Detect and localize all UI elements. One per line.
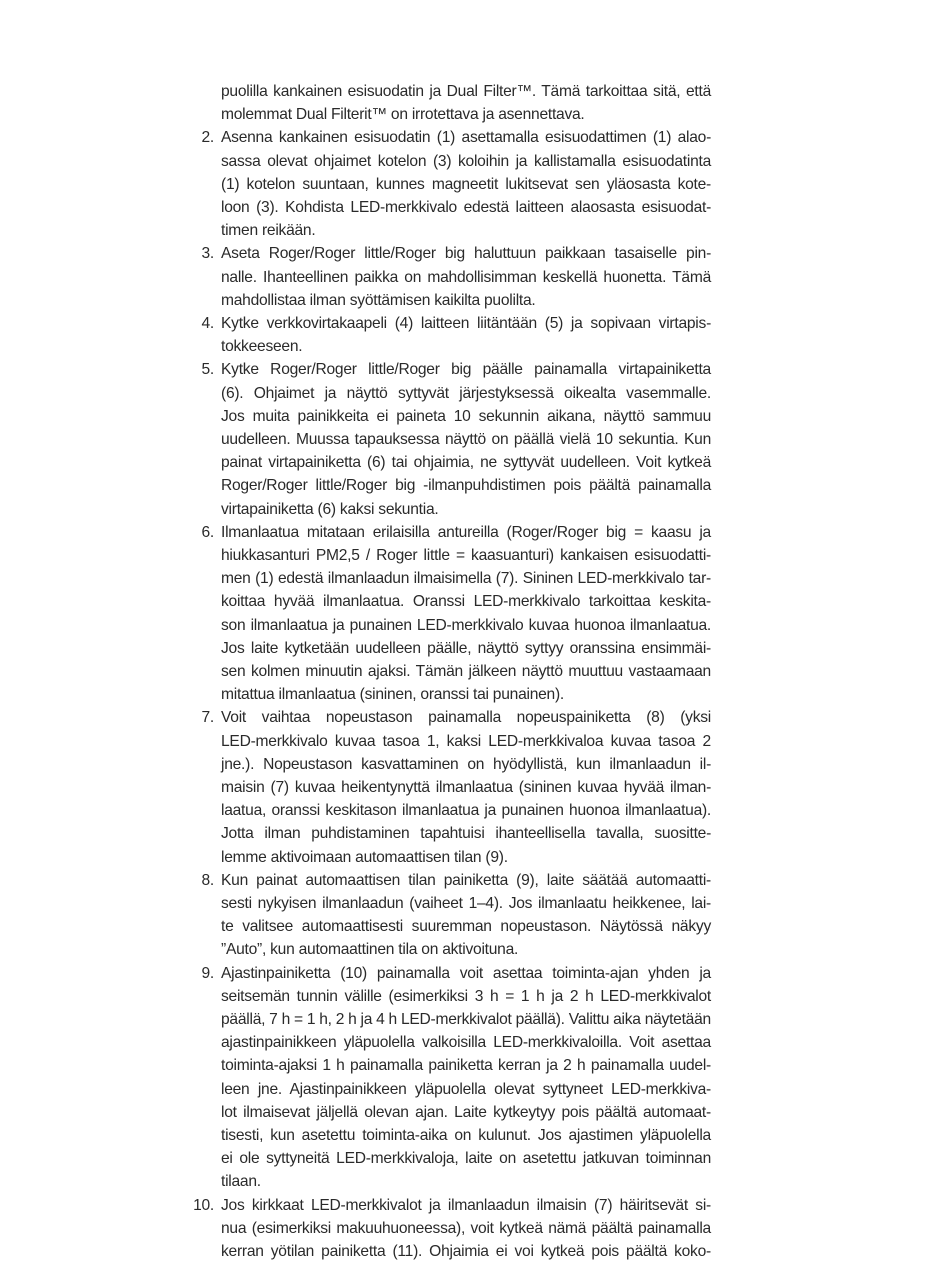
list-item-line: mitattua ilmanlaatua (sininen, oranssi tai punainen).: [221, 686, 565, 704]
list-item-line: hiukkasanturi PM2,5 / Roger little = kaasuanturi) kankaisen esisuodatti-: [221, 547, 711, 564]
list-item-number: 5.: [201, 361, 214, 379]
list-item-line: nua (esimerkiksi makuuhuoneessa), voit kytkeä nämä päältä painamalla: [221, 1219, 711, 1237]
list-item-line: maisin (7) kuvaa heikentynyttä ilmanlaatua (sininen kuvaa hyvää ilman-: [221, 779, 712, 796]
list-item-line: nalle. Ihanteellinen paikka on mahdollisimman keskellä huonetta. Tämä: [221, 268, 712, 286]
list-item-number: 2.: [201, 129, 214, 147]
list-item-line: timen reikään.: [221, 222, 316, 240]
list-item-line: Kun painat automaattisen tilan painiketta (9), laite säätää automaatti-: [221, 871, 712, 889]
list-item-line: Ajastinpainiketta (10) painamalla voit asettaa toiminta-ajan yhden ja: [221, 964, 711, 982]
list-item-number: 3.: [201, 245, 214, 263]
list-item-line: (1) kotelon suuntaan, kunnes magneetit lukitsevat sen yläosasta kote-: [221, 175, 711, 193]
list-item-line: tisesti, kun asetettu toiminta-aika on kulunut. Jos ajastimen yläpuolella: [221, 1127, 711, 1144]
list-item-line: Jos muita painikkeita ei paineta 10 sekunnin aikana, näyttö sammuu: [221, 407, 712, 425]
list-item-line: Ilmanlaatua mitataan erilaisilla antureilla (Roger/Roger big = kaasu ja: [221, 523, 711, 541]
list-item-line: LED-merkkivalo kuvaa tasoa 1, kaksi LED-merkkivaloa kuvaa tasoa 2: [221, 732, 711, 750]
list-item-line: Kytke Roger/Roger little/Roger big päälle painamalla virtapainiketta: [221, 361, 711, 379]
list-item-line: ei ole syttyneitä LED-merkkivaloja, laite on asetettu jatkuvan toiminnan: [221, 1150, 712, 1168]
list-item-line: ”Auto”, kun automaattinen tila on aktivoituna.: [221, 941, 519, 959]
list-item-number: 8.: [201, 871, 214, 889]
list-item-number: 10.: [193, 1196, 214, 1214]
list-item-line: sesti nykyisen ilmanlaadun (vaiheet 1–4). Jos ilmanlaatu heikkenee, lai-: [221, 895, 711, 912]
list-item-line: jne.). Nopeustason kasvattaminen on hyödyllistä, kun ilmanlaadun il-: [221, 755, 712, 773]
list-item-line: Jos laite kytketään uudelleen päälle, näyttö syttyy oranssina ensimmäi-: [221, 639, 711, 657]
list-item-line: päällä, 7 h = 1 h, 2 h ja 4 h LED-merkkivalot päällä). Valittu aika näytetään: [221, 1011, 711, 1028]
list-item-line: sassa olevat ohjaimet kotelon (3) koloihin ja kallistamalla esisuodatinta: [221, 152, 711, 170]
list-item-line: (6). Ohjaimet ja näyttö syttyvät järjestyksessä oikealta vasemmalle.: [221, 384, 711, 402]
list-item-line: virtapainiketta (6) kaksi sekuntia.: [221, 500, 439, 518]
list-item-number: 4.: [201, 315, 214, 332]
list-item-number: 9.: [201, 964, 214, 982]
list-item-line: kerran yötilan painiketta (11). Ohjaimia ei voi kytkeä pois päältä koko-: [221, 1243, 711, 1260]
list-item-line: Jotta ilman puhdistaminen tapahtuisi ihanteellisella tavalla, suositte-: [221, 825, 712, 843]
list-item-line: Jos kirkkaat LED-merkkivalot ja ilmanlaadun ilmaisin (7) häiritsevät si-: [221, 1196, 711, 1214]
list-item-line: leen jne. Ajastinpainikkeen yläpuolella olevat syttyneet LED-merkkiva-: [221, 1080, 711, 1098]
list-item-line: Voit vaihtaa nopeustason painamalla nopeuspainiketta (8) (yksi: [221, 709, 712, 727]
list-item-line: tokkeeseen.: [221, 338, 303, 356]
list-item-line: Asenna kankainen esisuodatin (1) asettamalla esisuodattimen (1) alao-: [221, 129, 712, 147]
list-item-line: toiminta-ajaksi 1 h painamalla painiketta kerran ja 2 h painamalla uudel-: [221, 1057, 711, 1075]
list-item-line: seitsemän tunnin välille (esimerkiksi 3 h = 1 h ja 2 h LED-merkkivalot: [221, 987, 712, 1005]
list-item-line: sen kolmen minuutin ajaksi. Tämän jälkeen näyttö muuttuu vastaamaan: [221, 663, 711, 680]
intro-line: molemmat Dual Filterit™ on irrotettava ja asennettava.: [221, 106, 585, 124]
list-item-line: Kytke verkkovirtakaapeli (4) laitteen liitäntään (5) ja sopivaan virtapis-: [221, 315, 712, 332]
list-item-number: 7.: [201, 709, 214, 727]
list-item-line: tilaan.: [221, 1173, 261, 1191]
list-item-line: lemme aktivoimaan automaattisen tilan (9).: [221, 848, 508, 866]
list-item-line: ajastinpainikkeen yläpuolella valkoisilla LED-merkkivaloilla. Voit asettaa: [221, 1034, 711, 1052]
list-item-number: 6.: [201, 523, 214, 541]
intro-line: puolilla kankainen esisuodatin ja Dual Filter™. Tämä tarkoittaa sitä, että: [221, 83, 711, 100]
list-item-line: son ilmanlaatua ja punainen LED-merkkivalo kuvaa huonoa ilmanlaatua.: [221, 616, 712, 634]
list-item-line: lot ilmaisevat jäljellä olevan ajan. Laite kytkeytyy pois päältä automaat-: [221, 1103, 711, 1121]
list-item-line: Aseta Roger/Roger little/Roger big haluttuun paikkaan tasaiselle pin-: [221, 245, 712, 263]
list-item-line: loon (3). Kohdista LED-merkkivalo edestä laitteen alaosasta esisuodat-: [221, 199, 712, 216]
list-item-line: laatua, oranssi keskitason ilmanlaatua ja punainen huonoa ilmanlaatua).: [221, 802, 712, 820]
list-item-line: men (1) edestä ilmanlaadun ilmaisimella (7). Sininen LED-merkkivalo tar-: [221, 570, 711, 588]
list-item-line: koittaa hyvää ilmanlaatua. Oranssi LED-merkkivalo tarkoittaa keskita-: [221, 593, 711, 611]
list-item-line: te valitsee automaattisesti suuremman nopeustason. Näytössä näkyy: [221, 918, 711, 936]
list-item-line: mahdollistaa ilman syöttämisen kaikilta puolilta.: [221, 291, 536, 309]
list-item-line: Roger/Roger little/Roger big -ilmanpuhdistimen pois päältä painamalla: [221, 477, 711, 495]
list-item-line: uudelleen. Muussa tapauksessa näyttö on päällä vielä 10 sekuntia. Kun: [221, 431, 712, 448]
list-item-line: painat virtapainiketta (6) tai ohjaimia, ne syttyvät uudelleen. Voit kytkeä: [221, 454, 712, 472]
